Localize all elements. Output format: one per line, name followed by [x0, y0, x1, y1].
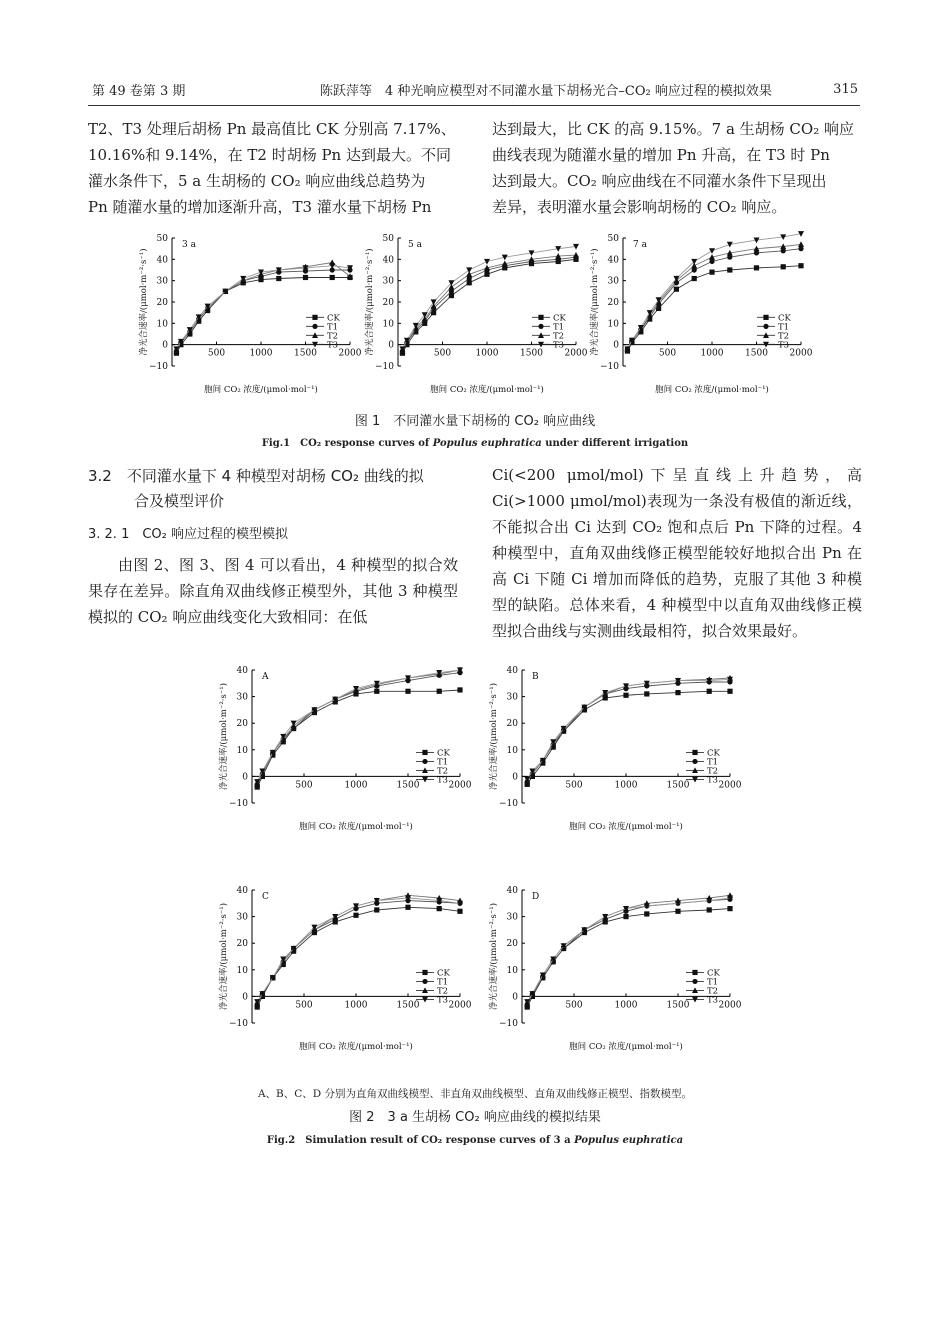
data-point	[623, 914, 628, 919]
data-point	[674, 287, 679, 292]
fig2-caption-en-species: Populus euphratica	[574, 1135, 684, 1146]
data-point	[405, 905, 410, 910]
section-right	[492, 462, 862, 644]
data-point	[312, 315, 317, 320]
paragraph-right: Ci(<200 μmol/mol)下呈直线上升趋势，高 Ci(>1000 μmol/mol)表现为一条没有极值的渐近线，不能拟合出 Ci 达到 CO₂ 饱和点后 Pn 下降的过程。4 种模型中，直角双曲线修正模型能较好地拟合出 Pn 在高 Ci 下随 Ci 增加而降低的趋势，克服了其他 3 种模型的缺陷。总体来看，4 种模型中以直角双曲线修正模型拟合曲线与实测曲线最相符，拟合效果最好。	[492, 466, 862, 640]
y-tick-label: 0	[242, 772, 248, 783]
x-tick-label: 500	[295, 1000, 313, 1011]
y-tick-label: 0	[613, 340, 619, 351]
legend-label: T2	[327, 331, 339, 342]
series-line	[257, 690, 460, 787]
series-line	[527, 895, 730, 1004]
text-line: 10.16%和 9.14%，在 T2 时胡杨 Pn 达到最大。不同	[88, 146, 451, 164]
data-point	[763, 315, 768, 320]
panel-label: 5 a	[408, 240, 422, 250]
x-tick-label: 1000	[475, 348, 499, 359]
x-tick-label: 2000	[789, 348, 813, 359]
x-tick-label: 500	[295, 780, 313, 791]
x-tick-label: 1000	[249, 348, 273, 359]
data-point	[312, 324, 317, 329]
legend-label: T2	[778, 331, 790, 342]
y-tick-label: 40	[236, 886, 248, 896]
y-tick-label: 10	[236, 745, 248, 756]
x-axis-label: 胞间 CO₂ 浓度/(μmol·mol⁻¹)	[299, 822, 413, 832]
fig2-caption-en	[0, 1131, 950, 1146]
x-tick-label: 1500	[294, 348, 317, 359]
legend-label: CK	[437, 748, 450, 759]
x-tick-label: 2000	[718, 1000, 742, 1011]
y-tick-label: 10	[506, 745, 518, 756]
y-axis-label: 净光合速率/(μmol·m⁻²·s⁻¹)	[590, 248, 600, 356]
x-tick-label: 500	[207, 348, 226, 359]
y-tick-label: 10	[156, 319, 168, 330]
data-point	[623, 693, 628, 698]
x-tick-label: 1500	[396, 780, 420, 791]
data-point	[727, 906, 732, 911]
legend-label: T3	[707, 995, 719, 1006]
legend-label: T1	[553, 322, 565, 333]
data-point	[692, 759, 697, 764]
x-axis-label: 胞间 CO₂ 浓度/(μmol·mol⁻¹)	[430, 385, 544, 395]
series-line	[177, 278, 351, 354]
series-line	[628, 244, 802, 349]
legend-label: T3	[327, 340, 339, 351]
y-tick-label: 20	[236, 719, 248, 730]
panel-label: 3 a	[182, 240, 196, 250]
fig1-caption-en-suffix: under different irrigation	[541, 438, 689, 449]
y-axis-label: 净光合速率/(μmol·m⁻²·s⁻¹)	[219, 682, 229, 791]
y-tick-label: 0	[512, 772, 518, 783]
chart-fig2-B	[482, 660, 742, 845]
data-point	[692, 979, 697, 984]
x-tick-label: 1000	[344, 1000, 368, 1011]
fig1-caption-en-species: Populus euphratica	[432, 438, 542, 449]
series-line	[257, 895, 460, 1004]
x-tick-label: 2000	[448, 1000, 472, 1011]
x-tick-label: 500	[658, 348, 677, 359]
y-tick-label: 20	[506, 939, 518, 950]
data-point	[709, 270, 714, 275]
text-line: 差异，表明灌水量会影响胡杨的 CO₂ 响应。	[492, 198, 787, 216]
y-tick-label: 40	[506, 666, 518, 676]
x-tick-label: 2000	[448, 780, 472, 791]
y-tick-label: 50	[607, 234, 619, 244]
legend-label: T1	[437, 977, 449, 988]
data-point	[727, 689, 732, 694]
y-axis-label: 净光合速率/(μmol·m⁻²·s⁻¹)	[489, 682, 499, 791]
text-line: 灌水条件下，5 a 生胡杨的 CO₂ 响应曲线总趋势为	[88, 172, 426, 190]
y-tick-label: 10	[382, 319, 394, 330]
x-axis-label: 胞间 CO₂ 浓度/(μmol·mol⁻¹)	[569, 822, 683, 832]
x-tick-label: 1500	[666, 780, 690, 791]
data-point	[422, 759, 427, 764]
y-tick-label: 20	[156, 298, 168, 308]
series-line	[628, 234, 802, 349]
y-tick-label: 20	[506, 719, 518, 730]
data-point	[675, 909, 680, 914]
x-tick-label: 1500	[396, 1000, 420, 1011]
top-text-right	[492, 116, 862, 220]
x-tick-label: 1500	[745, 348, 768, 359]
y-tick-label: 40	[506, 886, 518, 896]
y-tick-label: −10	[499, 1019, 518, 1029]
legend-label: T2	[707, 986, 719, 997]
journal-volume: 第 49 卷第 3 期	[92, 84, 186, 99]
x-tick-label: 2000	[338, 348, 362, 359]
data-point	[707, 907, 712, 912]
legend-label: CK	[327, 313, 340, 324]
y-tick-label: −10	[229, 799, 248, 809]
y-axis-label: 净光合速率/(μmol·m⁻²·s⁻¹)	[139, 248, 149, 356]
legend-label: T3	[437, 995, 449, 1006]
data-point	[484, 259, 490, 265]
panel-label: C	[262, 892, 269, 902]
y-tick-label: −10	[149, 362, 168, 372]
panel-label: A	[262, 672, 269, 682]
legend-label: T3	[553, 340, 565, 351]
y-tick-label: 30	[236, 692, 248, 703]
running-title: 陈跃萍等 4 种光响应模型对不同灌水量下胡杨光合–CO₂ 响应过程的模拟效果	[320, 84, 772, 99]
data-point	[798, 263, 803, 268]
series-line	[527, 909, 730, 1007]
text-line: 曲线表现为随灌水量的增加 Pn 升高，在 T3 时 Pn	[492, 146, 830, 164]
chart-fig1-5a	[358, 228, 588, 408]
series-line	[628, 266, 802, 351]
data-point	[644, 691, 649, 696]
x-tick-label: 2000	[564, 348, 588, 359]
legend-label: CK	[778, 313, 791, 324]
data-point	[754, 265, 759, 270]
text-line: 达到最大，比 CK 的高 9.15%。7 a 生胡杨 CO₂ 响应	[492, 120, 854, 138]
legend-label: T1	[707, 977, 719, 988]
y-axis-label: 净光合速率/(μmol·m⁻²·s⁻¹)	[365, 248, 375, 356]
legend-label: T2	[707, 766, 719, 777]
fig1-caption-en	[0, 434, 950, 449]
y-tick-label: 10	[506, 965, 518, 976]
x-axis-label: 胞间 CO₂ 浓度/(μmol·mol⁻¹)	[655, 385, 769, 395]
y-tick-label: 20	[236, 939, 248, 950]
legend-label: T1	[327, 322, 339, 333]
data-point	[303, 275, 308, 280]
y-tick-label: 20	[607, 298, 619, 308]
y-tick-label: 30	[236, 912, 248, 923]
x-axis-label: 胞间 CO₂ 浓度/(μmol·mol⁻¹)	[204, 385, 318, 395]
legend-label: CK	[707, 968, 720, 979]
legend-label: T3	[778, 340, 790, 351]
data-point	[644, 911, 649, 916]
y-tick-label: −10	[229, 1019, 248, 1029]
section-left	[88, 464, 458, 630]
legend-label: T2	[437, 986, 449, 997]
running-header	[88, 78, 860, 100]
subsection-heading-3-2-1: 3. 2. 1 CO₂ 响应过程的模型模拟	[88, 527, 288, 542]
legend-label: CK	[437, 968, 450, 979]
data-point	[798, 241, 804, 247]
x-tick-label: 1000	[614, 780, 638, 791]
y-tick-label: 50	[156, 234, 168, 244]
data-point	[374, 689, 379, 694]
page-number: 315	[833, 82, 858, 97]
heading-line: 合及模型评价	[134, 492, 225, 510]
x-tick-label: 1000	[344, 780, 368, 791]
legend-label: T3	[707, 775, 719, 786]
data-point	[405, 689, 410, 694]
data-point	[727, 242, 733, 248]
data-point	[538, 315, 543, 320]
y-axis-label: 净光合速率/(μmol·m⁻²·s⁻¹)	[219, 902, 229, 1011]
fig2-caption-en-prefix: Fig.2 Simulation result of CO₂ response curves of 3 a	[266, 1135, 575, 1146]
data-point	[276, 276, 281, 281]
data-point	[781, 264, 786, 269]
data-point	[437, 906, 442, 911]
fig1-caption-cn: 图 1 不同灌水量下胡杨的 CO₂ 响应曲线	[354, 414, 596, 429]
data-point	[692, 970, 697, 975]
x-tick-label: 1000	[700, 348, 724, 359]
legend-label: CK	[553, 313, 566, 324]
series-line	[628, 249, 802, 349]
data-point	[709, 248, 715, 254]
legend-label: CK	[707, 748, 720, 759]
y-tick-label: 40	[156, 255, 168, 266]
data-point	[422, 970, 427, 975]
data-point	[692, 276, 697, 281]
text-line: 达到最大。CO₂ 响应曲线在不同灌水条件下呈现出	[492, 172, 827, 190]
series-line	[257, 901, 460, 1005]
header-rule	[88, 105, 860, 106]
series-line	[257, 670, 460, 784]
y-tick-label: 40	[236, 666, 248, 676]
data-point	[330, 275, 335, 280]
y-tick-label: 30	[607, 276, 619, 287]
y-tick-label: 40	[382, 255, 394, 266]
y-tick-label: 30	[382, 276, 394, 287]
y-tick-label: 0	[242, 992, 248, 1003]
legend-label: T1	[707, 757, 719, 768]
data-point	[422, 979, 427, 984]
y-tick-label: −10	[375, 362, 394, 372]
series-line	[527, 898, 730, 1002]
legend-label: T2	[553, 331, 565, 342]
series-line	[257, 898, 460, 1002]
x-tick-label: 2000	[718, 780, 742, 791]
chart-fig1-3a	[132, 228, 362, 408]
top-text-left	[88, 116, 458, 220]
text-line: T2、T3 处理后胡杨 Pn 最高值比 CK 分别高 7.17%、	[88, 120, 456, 138]
legend-label: T3	[437, 775, 449, 786]
panel-label: B	[532, 672, 539, 682]
x-tick-label: 1000	[614, 1000, 638, 1011]
text-line: Pn 随灌水量的增加逐渐升高，T3 灌水量下胡杨 Pn	[88, 198, 432, 216]
data-point	[647, 310, 653, 316]
heading-line: 3.2 不同灌水量下 4 种模型对胡杨 CO₂ 曲线的拟	[88, 467, 424, 485]
data-point	[466, 267, 472, 273]
fig2-note: A、B、C、D 分别为直角双曲线模型、非直角双曲线模型、直角双曲线修正模型、指数模型。	[257, 1088, 693, 1100]
data-point	[422, 750, 427, 755]
fig2-caption-cn: 图 2 3 a 生胡杨 CO₂ 响应曲线的模拟结果	[349, 1110, 601, 1125]
y-tick-label: 10	[236, 965, 248, 976]
x-axis-label: 胞间 CO₂ 浓度/(μmol·mol⁻¹)	[299, 1042, 413, 1052]
x-tick-label: 1500	[666, 1000, 690, 1011]
data-point	[707, 689, 712, 694]
x-tick-label: 1500	[520, 348, 543, 359]
y-tick-label: −10	[499, 799, 518, 809]
chart-fig2-A	[212, 660, 472, 845]
data-point	[763, 324, 768, 329]
data-point	[538, 324, 543, 329]
data-point	[437, 689, 442, 694]
x-tick-label: 500	[565, 1000, 583, 1011]
y-tick-label: 0	[162, 340, 168, 351]
data-point	[457, 909, 462, 914]
data-point	[692, 750, 697, 755]
data-point	[727, 267, 732, 272]
x-axis-label: 胞间 CO₂ 浓度/(μmol·mol⁻¹)	[569, 1042, 683, 1052]
y-tick-label: 10	[607, 319, 619, 330]
series-line	[257, 907, 460, 1007]
fig1-caption-en-prefix: Fig.1 CO₂ response curves of	[261, 438, 433, 449]
y-tick-label: 30	[156, 276, 168, 287]
y-tick-label: 20	[382, 298, 394, 308]
x-tick-label: 500	[433, 348, 452, 359]
y-tick-label: 0	[512, 992, 518, 1003]
x-tick-label: 500	[565, 780, 583, 791]
y-tick-label: 0	[388, 340, 394, 351]
data-point	[457, 687, 462, 692]
chart-fig1-7a	[583, 228, 813, 408]
y-tick-label: 50	[382, 234, 394, 244]
y-tick-label: 30	[506, 912, 518, 923]
y-tick-label: −10	[600, 362, 619, 372]
data-point	[353, 913, 358, 918]
legend-label: T2	[437, 766, 449, 777]
chart-fig2-C	[212, 880, 472, 1065]
y-tick-label: 40	[607, 255, 619, 266]
section-heading-3-2	[88, 464, 458, 514]
panel-label: 7 a	[633, 240, 647, 250]
data-point	[675, 690, 680, 695]
panel-label: D	[532, 892, 540, 902]
y-tick-label: 30	[506, 692, 518, 703]
paragraph-left: 由图 2、图 3、图 4 可以看出，4 种模型的拟合效果存在差异。除直角双曲线修正模型外，其他 3 种模型模拟的 CO₂ 响应曲线变化大致相同：在低	[88, 556, 458, 626]
data-point	[374, 907, 379, 912]
legend-label: T1	[778, 322, 790, 333]
legend-label: T1	[437, 757, 449, 768]
y-axis-label: 净光合速率/(μmol·m⁻²·s⁻¹)	[489, 902, 499, 1011]
chart-fig2-D	[482, 880, 742, 1065]
